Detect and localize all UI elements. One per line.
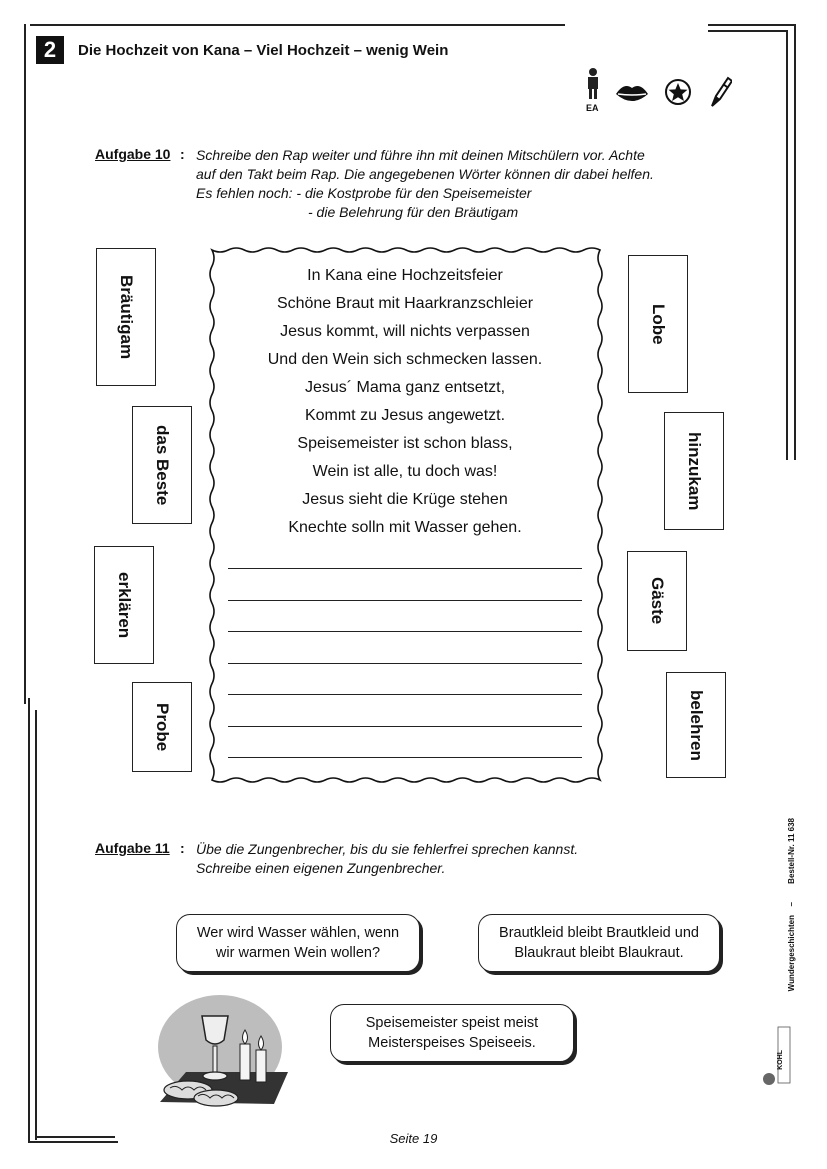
word-card-gaeste bbox=[627, 551, 687, 651]
publisher-name: KOHL bbox=[777, 1050, 784, 1070]
tongue-twister-3-line-2: Meisterspeises Speiseeis. bbox=[368, 1035, 536, 1051]
word-belehren: belehren bbox=[687, 689, 706, 761]
task10-line-3: Es fehlen noch: - die Kostprobe für den Speisemeister bbox=[196, 185, 532, 201]
page-title: Die Hochzeit von Kana – Viel Hochzeit – wenig Wein bbox=[78, 42, 449, 59]
worksheet-number: 2 bbox=[36, 36, 64, 64]
poem-line: Und den Wein sich schmecken lassen. bbox=[267, 351, 543, 368]
task11-label: Aufgabe 11 bbox=[95, 840, 170, 856]
tongue-twister-3-line-1: Speisemeister speist meist bbox=[365, 1015, 539, 1031]
side-separator: – bbox=[787, 902, 796, 907]
word-das-beste: das Beste bbox=[153, 424, 172, 506]
task10-line-1: Schreibe den Rap weiter und führe ihn mit deinen Mitschülern vor. Achte bbox=[196, 147, 645, 163]
tongue-twister-1-line-1: Wer wird Wasser wählen, wenn bbox=[196, 925, 400, 941]
frame-right-inner-line bbox=[708, 30, 788, 32]
tongue-twister-1 bbox=[176, 914, 420, 972]
poem-line: Jesus´ Mama ganz entsetzt, bbox=[304, 379, 506, 396]
task10-label: Aufgabe 10 bbox=[95, 146, 171, 162]
tongue-twister-3 bbox=[330, 1004, 574, 1062]
side-order-number: Bestell-Nr. 11 638 bbox=[787, 818, 796, 884]
poem-line: Kommt zu Jesus angewetzt. bbox=[304, 407, 506, 424]
side-series-title: Wundergeschichten bbox=[787, 915, 796, 992]
poem-line: Jesus sieht die Krüge stehen bbox=[302, 491, 508, 508]
word-erklaeren: erklären bbox=[115, 571, 134, 639]
poem-line: Speisemeister ist schon blass, bbox=[297, 435, 513, 452]
task10-line-4: - die Belehrung für den Bräutigam bbox=[308, 204, 519, 220]
poem-line: Knechte solln mit Wasser gehen. bbox=[288, 519, 522, 536]
word-card-lobe bbox=[628, 255, 688, 393]
word-gaeste: Gäste bbox=[648, 577, 667, 625]
task10-colon: : bbox=[180, 146, 185, 162]
task11-line-1: Übe die Zungenbrecher, bis du sie fehlerfrei sprechen kannst. bbox=[196, 841, 579, 857]
task10-line-2: auf den Takt beim Rap. Die angegebenen Wörter können dir dabei helfen. bbox=[196, 166, 654, 182]
writing-line-4[interactable] bbox=[228, 663, 582, 664]
poem-line: Schöne Braut mit Haarkranzschleier bbox=[276, 295, 534, 312]
poem-line: Wein ist alle, tu doch was! bbox=[312, 463, 498, 480]
frame-right-inner-vline bbox=[786, 30, 788, 460]
word-card-hinzukam bbox=[664, 412, 724, 530]
tongue-twister-2-line-1: Brautkleid bleibt Brautkleid und bbox=[499, 925, 699, 941]
word-probe: Probe bbox=[153, 702, 172, 752]
frame-top-line bbox=[30, 24, 565, 26]
person-icon bbox=[588, 68, 598, 99]
tongue-twister-2-line-2: Blaukraut bleibt Blaukraut. bbox=[514, 945, 684, 961]
task11-instructions bbox=[196, 840, 716, 878]
word-card-das-beste bbox=[132, 406, 192, 524]
tongue-twister-1-line-2: wir warmen Wein wollen? bbox=[215, 945, 381, 961]
star-circle-icon bbox=[666, 80, 690, 104]
task11-colon: : bbox=[180, 840, 185, 856]
word-braeutigam: Bräutigam bbox=[117, 274, 136, 360]
task11-line-2: Schreibe einen eigenen Zungenbrecher. bbox=[196, 860, 446, 876]
word-hinzukam: hinzukam bbox=[685, 431, 704, 511]
frame-bottom-left-vline bbox=[28, 698, 30, 1143]
wedding-table-illustration bbox=[152, 992, 292, 1116]
lips-icon bbox=[616, 86, 648, 101]
rap-poem bbox=[220, 262, 590, 542]
writing-line-1[interactable] bbox=[228, 568, 582, 569]
frame-right-line bbox=[794, 24, 796, 460]
word-card-braeutigam bbox=[96, 248, 156, 386]
frame-bottom-left-vline-inner bbox=[35, 710, 37, 1140]
writing-line-5[interactable] bbox=[228, 694, 582, 695]
method-icons bbox=[582, 66, 732, 112]
writing-line-3[interactable] bbox=[228, 631, 582, 632]
page-number: Seite 19 bbox=[389, 1131, 438, 1146]
writing-line-2[interactable] bbox=[228, 600, 582, 601]
frame-left-line bbox=[24, 24, 26, 704]
word-card-erklaeren bbox=[94, 546, 154, 664]
pencil-icon bbox=[712, 78, 732, 106]
task10-instructions bbox=[196, 146, 756, 222]
frame-top-line-right bbox=[708, 24, 796, 26]
word-lobe: Lobe bbox=[649, 303, 668, 345]
poem-line: In Kana eine Hochzeitsfeier bbox=[307, 267, 503, 284]
writing-line-7[interactable] bbox=[228, 757, 582, 758]
writing-line-6[interactable] bbox=[228, 726, 582, 727]
word-card-probe bbox=[132, 682, 192, 772]
tongue-twister-2 bbox=[478, 914, 720, 972]
word-card-belehren bbox=[666, 672, 726, 778]
icon-label-ea: EA bbox=[586, 103, 599, 113]
poem-line: Jesus kommt, will nichts verpassen bbox=[280, 323, 530, 340]
